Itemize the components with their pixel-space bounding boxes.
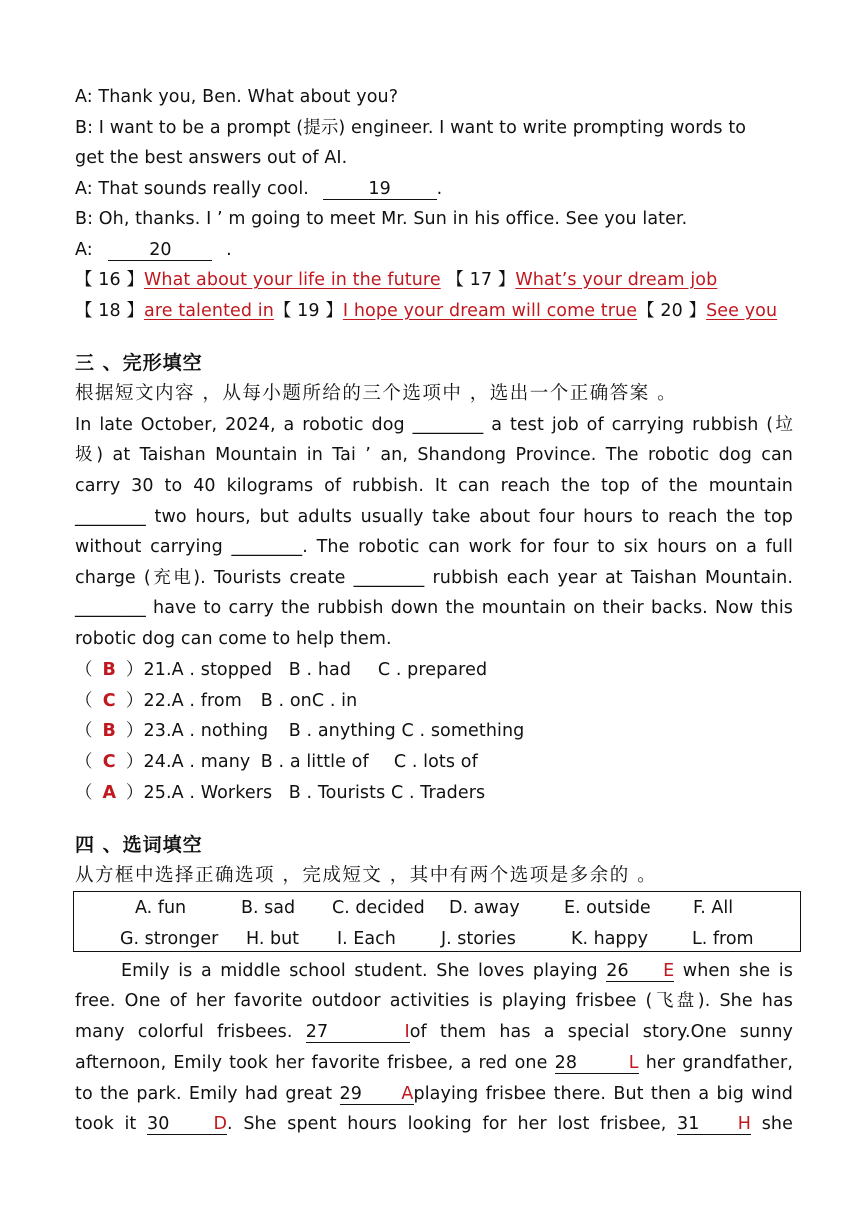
text-segment: when she is: [682, 961, 793, 981]
blank-number: 28: [554, 1053, 578, 1073]
box-word: F. All: [693, 898, 734, 918]
passage-line-4: ________ two hours, but adults usually take about four hours to reach the top: [75, 507, 793, 527]
passage-line-8: robotic dog can come to help them.: [75, 629, 392, 649]
option-b: had: [317, 660, 352, 680]
text-line-2: free. One of her favorite outdoor activities is playing frisbee (飞盘). She has: [75, 991, 793, 1011]
box-word: H. but: [246, 929, 300, 949]
period: .: [226, 240, 232, 260]
box-word: J. stories: [441, 929, 516, 949]
question-number: 24.A: [143, 752, 184, 772]
question-25: （ A ）25.A . Workers B . Tourists C . Traders: [75, 783, 486, 803]
text-segment: of them has a special story.One sunny: [409, 1022, 793, 1042]
blank-number: 31: [677, 1114, 700, 1134]
blank-number: 30: [147, 1114, 170, 1134]
answer-mark: C: [102, 691, 116, 711]
question-number: 23.A: [143, 721, 184, 741]
blank-answer: A: [401, 1084, 414, 1104]
blank-26: [606, 961, 674, 982]
box-word: I. Each: [337, 929, 396, 949]
blank-answer: I: [404, 1022, 410, 1042]
dialogue-line-5: B: Oh, thanks. I ’ m going to meet Mr. Sun in his office. See you later.: [75, 209, 688, 229]
question-24: （ C ）24.A . many B . a little of C . lots of: [75, 752, 478, 772]
section-4-heading: 四 、选词填空: [75, 834, 203, 856]
section-3-heading: 三 、完形填空: [75, 352, 203, 374]
option-c: lots of: [423, 752, 478, 772]
section-3-instruction: 根据短文内容 ，从每小题所给的三个选项中 ，选出一个正确答案 。: [75, 383, 678, 404]
question-21: （ B ）21.A . stopped B . had C . prepared: [75, 660, 488, 680]
box-word: E. outside: [564, 898, 651, 918]
box-word: L. from: [692, 929, 754, 949]
option-a: nothing: [200, 721, 269, 741]
answer-label-18: 【 18 】: [75, 301, 144, 321]
option-a: many: [200, 752, 251, 772]
dialogue-line-4-text: A: That sounds really cool.: [75, 179, 309, 199]
word-box: [73, 891, 801, 952]
blank-answer: D: [213, 1114, 228, 1134]
option-c: prepared: [407, 660, 488, 680]
blank-number: 27: [305, 1022, 329, 1042]
question-23: （ B ）23.A . nothing B . anything C . something: [75, 721, 525, 741]
blank-20: 20: [108, 240, 212, 261]
answer-20: See you: [706, 301, 778, 321]
option-c: Traders: [420, 783, 486, 803]
box-word: B. sad: [241, 898, 296, 918]
blank-number: 26: [606, 961, 629, 981]
passage-line-7: ________ have to carry the rubbish down the mountain on their backs. Now this: [75, 598, 793, 618]
question-number: 21.A: [143, 660, 184, 680]
box-word: D. away: [449, 898, 520, 918]
blank-19: 19: [323, 179, 437, 200]
answer-mark: C: [102, 752, 116, 772]
box-word: G. stronger: [120, 929, 219, 949]
text-segment: playing frisbee there. But then a big wind: [413, 1084, 793, 1104]
dialogue-line-3: get the best answers out of AI.: [75, 148, 348, 168]
passage-line-1: In late October, 2024, a robotic dog ________ a test job of carrying rubbish (垃: [75, 415, 793, 435]
blank-28: [555, 1053, 639, 1074]
option-b: on: [289, 691, 312, 711]
answer-mark: B: [102, 660, 116, 680]
passage-line-3: carry 30 to 40 kilograms of rubbish. It can reach the top of the mountain: [75, 476, 793, 496]
dialogue-line-1: A: Thank you, Ben. What about you?: [75, 87, 399, 107]
text-line-3: [75, 1021, 793, 1043]
text-segment: afternoon, Emily took her favorite frisbee, a red one: [75, 1053, 548, 1073]
option-b: anything: [317, 721, 396, 741]
text-segment: Emily is a middle school student. She loves playing: [121, 961, 598, 981]
answer-mark: B: [102, 721, 116, 741]
blank-answer: E: [663, 961, 675, 981]
box-word: K. happy: [571, 929, 648, 949]
text-segment: many colorful frisbees.: [75, 1022, 293, 1042]
passage-line-6: charge (充电). Tourists create ________ rubbish each year at Taishan Mountain.: [75, 568, 793, 588]
dialogue-line-6: [75, 239, 232, 261]
blank-answer: H: [737, 1114, 752, 1134]
answer-label-17: 【 17 】: [446, 270, 516, 290]
option-b: Tourists: [317, 783, 386, 803]
text-segment: her grandfather,: [645, 1053, 793, 1073]
blank-29: [340, 1084, 414, 1105]
answer-18: are talented in: [144, 301, 274, 321]
blank-27: [306, 1022, 410, 1043]
text-line-5: [75, 1083, 793, 1105]
answer-label-19: 【 19 】: [273, 301, 343, 321]
answer-19: I hope your dream will come true: [342, 301, 638, 321]
option-c: something: [430, 721, 525, 741]
blank-31: [677, 1114, 751, 1135]
passage-line-5: without carrying ________. The robotic can work for four to six hours on a full: [75, 537, 793, 557]
dialogue-line-2: B: I want to be a prompt (提示) engineer. I want to write prompting words to: [75, 118, 747, 138]
option-b: a little of: [289, 752, 369, 772]
text-line-6: [75, 1113, 793, 1135]
option-a: Workers: [200, 783, 273, 803]
question-number: 22.A: [143, 691, 184, 711]
question-number: 25.A: [143, 783, 184, 803]
answer-line-2: [75, 300, 777, 322]
blank-number: 29: [339, 1084, 362, 1104]
dialogue-line-6-text: A:: [75, 240, 93, 260]
blank-30: [147, 1114, 227, 1135]
box-word: C. decided: [332, 898, 425, 918]
answer-line-1: [75, 269, 717, 291]
option-a: stopped: [200, 660, 273, 680]
text-segment: took it: [75, 1114, 137, 1134]
text-segment: to the park. Emily had great: [75, 1084, 333, 1104]
text-line-4: [75, 1052, 793, 1074]
answer-17: What’s your dream job: [515, 270, 718, 290]
passage-line-2: 圾) at Taishan Mountain in Tai ’ an, Shandong Province. The robotic dog can: [75, 445, 793, 465]
option-a: from: [200, 691, 242, 711]
section-4-instruction: 从方框中选择正确选项 ，完成短文 ，其中有两个选项是多余的 。: [75, 865, 658, 886]
question-22: （ C ）22.A . from B . onC . in: [75, 691, 358, 711]
text-segment: she: [761, 1114, 793, 1134]
dialogue-line-4: [75, 178, 442, 200]
answer-label-16: 【 16 】: [75, 270, 144, 290]
answer-16: What about your life in the future: [144, 270, 441, 290]
period: .: [436, 179, 443, 199]
text-line-1: [121, 960, 793, 982]
option-c: in: [341, 691, 358, 711]
text-segment: . She spent hours looking for her lost frisbee,: [227, 1114, 667, 1134]
box-word: A. fun: [135, 898, 187, 918]
answer-mark: A: [102, 783, 117, 803]
blank-answer: L: [628, 1053, 639, 1073]
answer-label-20: 【 20 】: [637, 301, 707, 321]
